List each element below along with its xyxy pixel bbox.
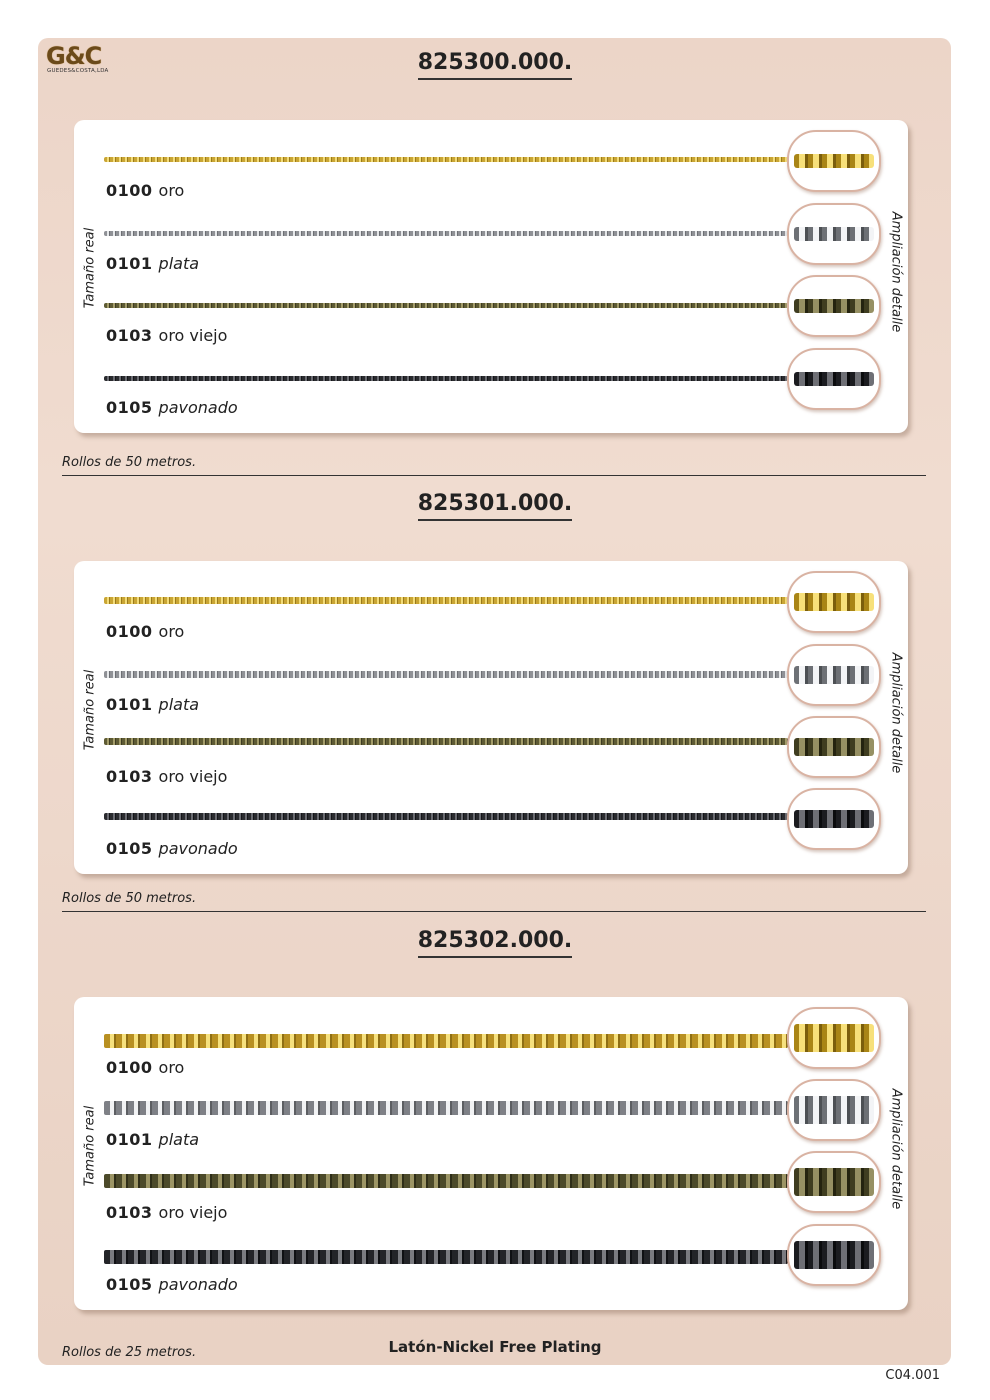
chain-zoom-black — [787, 1224, 881, 1286]
detail-zoom-label: Ampliación detalle — [888, 1088, 904, 1210]
rolls-note: Rollos de 50 metros. — [62, 455, 197, 470]
variant-label: 0103 oro viejo — [106, 326, 228, 345]
chain-sample-black — [104, 813, 788, 820]
chain-zoom-black — [787, 788, 881, 850]
variant-label: 0100 oro — [106, 622, 185, 641]
logo-mark: G&C — [46, 42, 102, 70]
variant-label: 0105 pavonado — [106, 839, 238, 858]
chain-sample-black — [104, 376, 788, 381]
chain-zoom-gold — [787, 130, 881, 192]
real-size-label: Tamaño real — [82, 227, 98, 309]
chain-sample-silver — [104, 671, 788, 678]
chain-zoom-silver — [787, 203, 881, 265]
chain-zoom-silver — [787, 1079, 881, 1141]
variant-label: 0101 plata — [106, 695, 200, 714]
plating-note: Latón-Nickel Free Plating — [388, 1338, 602, 1356]
detail-zoom-label: Ampliación detalle — [888, 652, 904, 774]
chain-sample-gold — [104, 597, 788, 604]
chain-panel — [74, 561, 908, 874]
rolls-note: Rollos de 50 metros. — [62, 891, 197, 906]
variant-label: 0100 oro — [106, 181, 185, 200]
chain-sample-gold — [104, 1034, 788, 1048]
chain-sample-silver — [104, 1101, 788, 1115]
detail-zoom-label: Ampliación detalle — [888, 211, 904, 333]
chain-sample-silver — [104, 231, 788, 236]
chain-zoom-old-gold — [787, 275, 881, 337]
chain-sample-old-gold — [104, 1174, 788, 1188]
section-title — [0, 50, 990, 75]
chain-sample-gold — [104, 157, 788, 162]
chain-sample-black — [104, 1250, 788, 1264]
chain-zoom-gold — [787, 1007, 881, 1069]
chain-sample-old-gold — [104, 303, 788, 308]
section-title — [0, 491, 990, 516]
real-size-label: Tamaño real — [82, 1105, 98, 1187]
product-code: 825301.000. — [418, 491, 572, 521]
section-divider — [62, 911, 926, 912]
product-code: 825302.000. — [418, 928, 572, 958]
variant-label: 0103 oro viejo — [106, 767, 228, 786]
variant-label: 0101 plata — [106, 254, 200, 273]
chain-zoom-silver — [787, 644, 881, 706]
product-code: 825300.000. — [418, 50, 572, 80]
variant-label: 0100 oro — [106, 1058, 185, 1077]
chain-panel — [74, 120, 908, 433]
logo-subtext: GUEDES&COSTA,LDA — [47, 68, 109, 74]
chain-zoom-old-gold — [787, 1151, 881, 1213]
chain-zoom-old-gold — [787, 716, 881, 778]
variant-label: 0105 pavonado — [106, 1275, 238, 1294]
chain-zoom-black — [787, 348, 881, 410]
chain-sample-old-gold — [104, 738, 788, 745]
variant-label: 0103 oro viejo — [106, 1203, 228, 1222]
rolls-note: Rollos de 25 metros. — [62, 1345, 197, 1360]
section-divider — [62, 475, 926, 476]
variant-label: 0101 plata — [106, 1130, 200, 1149]
real-size-label: Tamaño real — [82, 669, 98, 751]
chain-zoom-gold — [787, 571, 881, 633]
page-code: C04.001 — [885, 1368, 940, 1383]
section-title — [0, 928, 990, 953]
variant-label: 0105 pavonado — [106, 398, 238, 417]
